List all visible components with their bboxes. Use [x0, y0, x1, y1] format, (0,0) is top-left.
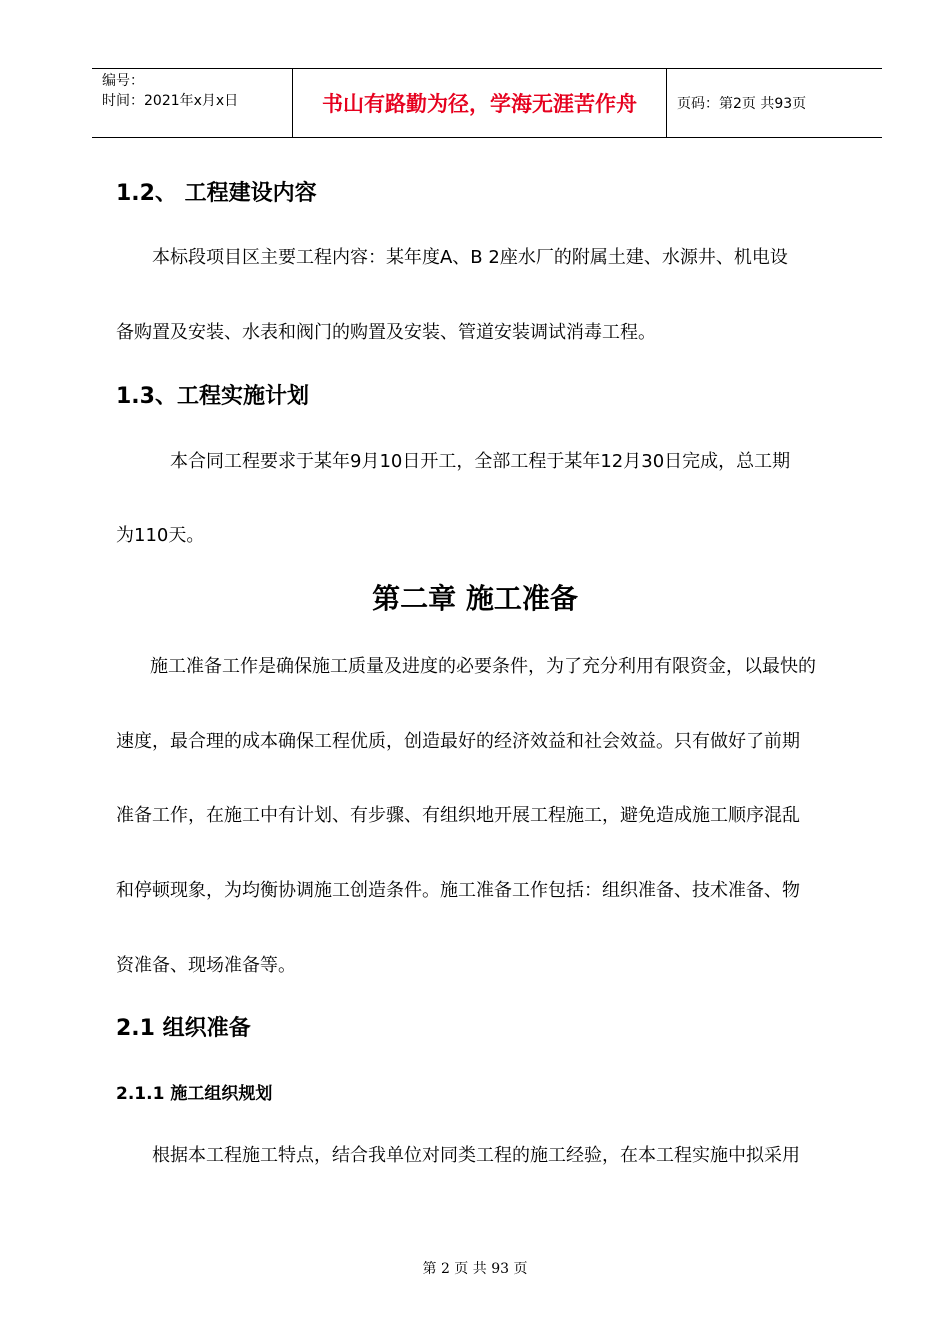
- document-number-label: 编号：: [102, 73, 144, 89]
- header-page-number: 页码：第2页 共93页: [677, 96, 807, 112]
- paragraph-line: 根据本工程施工特点，结合我单位对同类工程的施工经验，在本工程实施中拟采用: [152, 1145, 800, 1166]
- document-time-label: 时间：2021年x月x日: [102, 93, 239, 109]
- paragraph-line: 本标段项目区主要工程内容：某年度A、B 2座水厂的附属土建、水源井、机电设: [152, 247, 788, 268]
- paragraph-line: 施工准备工作是确保施工质量及进度的必要条件，为了充分利用有限资金，以最快的: [150, 656, 816, 677]
- paragraph-line: 为110天。: [116, 525, 205, 546]
- paragraph-line: 备购置及安装、水表和阀门的购置及安装、管道安装调试消毒工程。: [116, 322, 656, 343]
- paragraph-line: 本合同工程要求于某年9月10日开工，全部工程于某年12月30日完成，总工期: [170, 451, 791, 472]
- section-heading-2-1-1: 2.1.1 施工组织规划: [116, 1084, 273, 1104]
- page-header-table: [92, 68, 882, 138]
- paragraph-line: 资准备、现场准备等。: [116, 955, 296, 976]
- paragraph-line: 速度，最合理的成本确保工程优质，创造最好的经济效益和社会效益。只有做好了前期: [116, 731, 800, 752]
- page-footer: 第 2 页 共 93 页: [422, 1261, 528, 1277]
- section-heading-2-1: 2.1 组织准备: [116, 1016, 251, 1041]
- paragraph-line: 和停顿现象，为均衡协调施工创造条件。施工准备工作包括：组织准备、技术准备、物: [116, 880, 800, 901]
- paragraph-line: 准备工作，在施工中有计划、有步骤、有组织地开展工程施工，避免造成施工顺序混乱: [116, 805, 800, 826]
- chapter-title: 第二章 施工准备: [372, 582, 578, 615]
- header-motto: 书山有路勤为径，学海无涯苦作舟: [293, 69, 667, 137]
- section-heading-1-3: 1.3、工程实施计划: [116, 384, 309, 409]
- header-meta-cell: [92, 69, 293, 137]
- section-heading-1-2: 1.2、 工程建设内容: [116, 181, 317, 206]
